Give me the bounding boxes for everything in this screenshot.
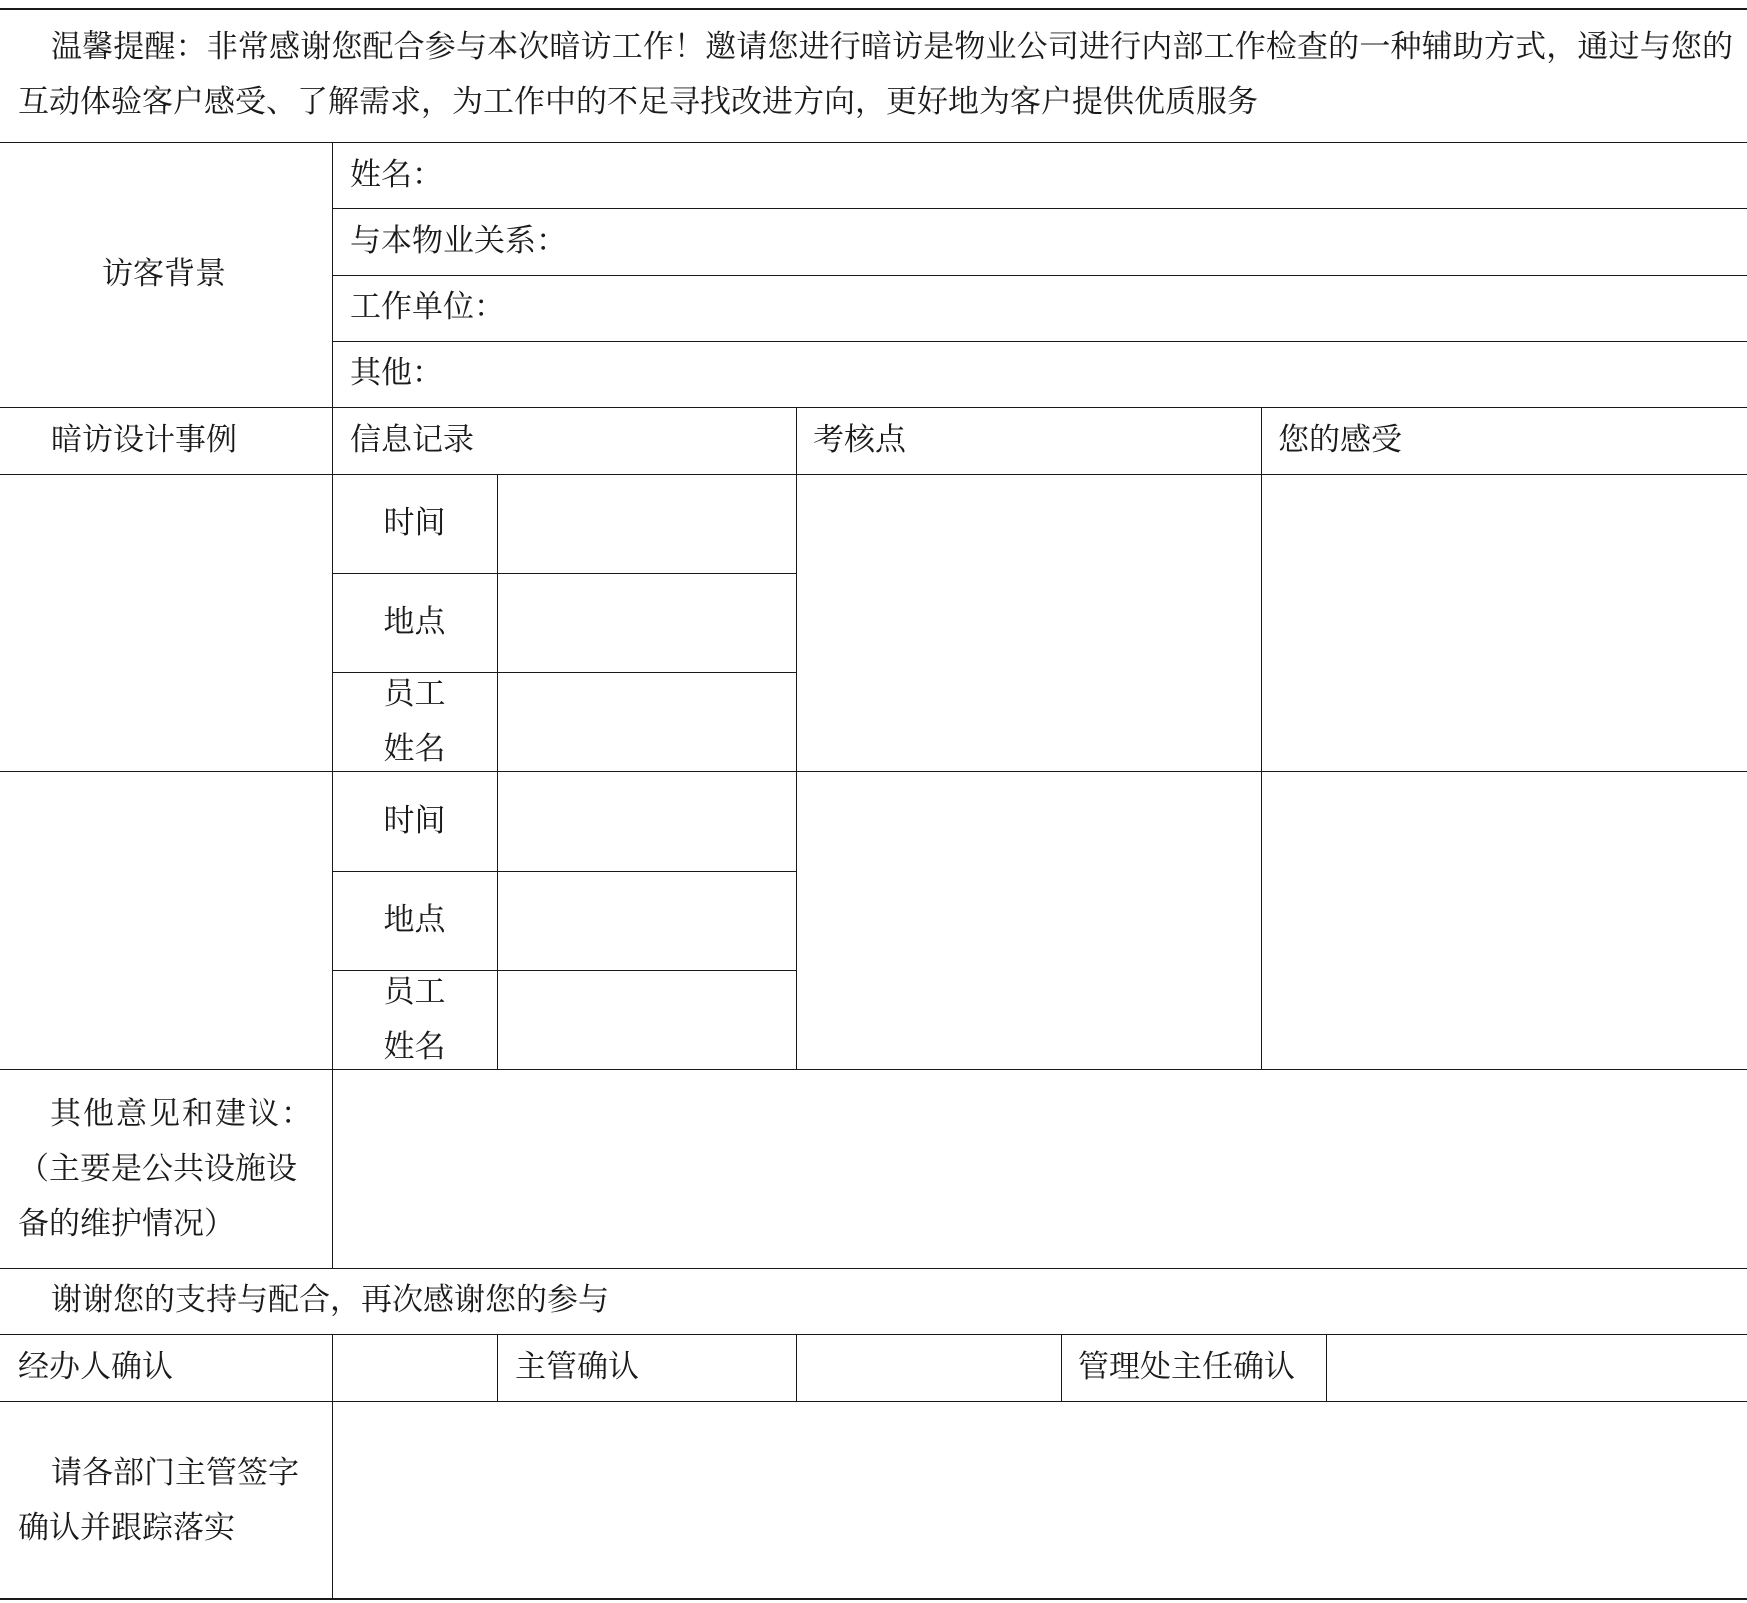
case1-place-field[interactable] xyxy=(502,577,792,669)
col-divider-confirm-4 xyxy=(1326,1334,1327,1401)
rule-case1-bottom xyxy=(0,771,1747,772)
col-divider-confirm-2 xyxy=(796,1334,797,1401)
header-feeling: 您的感受 xyxy=(1278,422,1402,458)
director-confirm-label: 管理处主任确认 xyxy=(1078,1349,1295,1385)
suggestions-field[interactable] xyxy=(337,1073,1742,1264)
signoff-label-1: 请各部门主管签字 xyxy=(51,1455,299,1491)
table-top-border xyxy=(0,8,1747,10)
case1-check-field[interactable] xyxy=(801,478,1256,768)
thanks-text: 谢谢您的支持与配合，再次感谢您的参与 xyxy=(51,1282,609,1318)
case2-staff-label-1: 员工 xyxy=(383,974,446,1010)
director-signature-field[interactable] xyxy=(1331,1338,1742,1398)
notice-text: 温馨提醒：非常感谢您配合参与本次暗访工作！邀请您进行暗访是物业公司进行内部工作检查的一种辅助方式，通过与您的互动体验客户感受、了解需求，为工作中的不足寻找改进方向，更好地为客户提供优质服务 xyxy=(18,29,1733,120)
col-divider-main-lower xyxy=(332,1334,333,1599)
case1-staff-field[interactable] xyxy=(502,676,792,768)
case2-check-field[interactable] xyxy=(801,775,1256,1065)
rule-suggestions-bottom xyxy=(0,1268,1747,1269)
case1-staff-label-1: 员工 xyxy=(383,676,446,712)
table-bottom-border xyxy=(0,1598,1747,1600)
header-check: 考核点 xyxy=(813,422,906,458)
visitor-background-label: 访客背景 xyxy=(102,256,226,292)
supervisor-confirm-label: 主管确认 xyxy=(515,1349,639,1385)
case1-description-field[interactable] xyxy=(5,478,327,768)
visitor-relation-field[interactable] xyxy=(600,211,1740,271)
case2-place-field[interactable] xyxy=(502,875,792,967)
case1-time-label: 时间 xyxy=(383,505,446,541)
case2-staff-field[interactable] xyxy=(502,974,792,1066)
handler-signature-field[interactable] xyxy=(337,1338,493,1398)
case2-time-field[interactable] xyxy=(502,775,792,867)
rule-thanks-bottom xyxy=(0,1334,1747,1335)
col-divider-confirm-1 xyxy=(497,1334,498,1401)
visitor-relation-label: 与本物业关系： xyxy=(350,223,567,259)
case2-description-field[interactable] xyxy=(5,775,327,1065)
visitor-other-field[interactable] xyxy=(600,344,1740,404)
rule-confirm-bottom xyxy=(0,1401,1747,1402)
visitor-work-label: 工作单位： xyxy=(350,289,505,325)
supervisor-signature-field[interactable] xyxy=(801,1338,1057,1398)
rule-case1-time-bottom xyxy=(332,573,797,574)
col-divider-confirm-3 xyxy=(1061,1334,1062,1401)
handler-confirm-label: 经办人确认 xyxy=(18,1349,173,1385)
case2-staff-label-2: 姓名 xyxy=(383,1029,446,1065)
visitor-name-field[interactable] xyxy=(600,145,1740,205)
header-case: 暗访设计事例 xyxy=(51,422,237,458)
visitor-other-label: 其他： xyxy=(350,355,443,391)
case1-staff-label-2: 姓名 xyxy=(383,731,446,767)
case1-place-label: 地点 xyxy=(383,604,446,640)
header-info: 信息记录 xyxy=(350,422,474,458)
rule-case2-bottom xyxy=(0,1069,1747,1070)
col-divider-info-check xyxy=(796,407,797,1070)
rule-name-bottom xyxy=(332,208,1747,209)
col-divider-info-label xyxy=(497,474,498,1070)
rule-case2-time-bottom xyxy=(332,871,797,872)
rule-relation-bottom xyxy=(332,275,1747,276)
rule-work-bottom xyxy=(332,341,1747,342)
case2-time-label: 时间 xyxy=(383,803,446,839)
visitor-name-label: 姓名： xyxy=(350,157,443,193)
visitor-work-field[interactable] xyxy=(600,278,1740,338)
suggestions-label-2: （主要是公共设施设 xyxy=(18,1151,297,1187)
suggestions-label-3: 备的维护情况） xyxy=(18,1206,235,1242)
rule-visitor-bottom xyxy=(0,407,1747,408)
rule-header-row-bottom xyxy=(0,474,1747,475)
case2-feeling-field[interactable] xyxy=(1266,775,1742,1065)
suggestions-label-1: 其他意见和建议： xyxy=(50,1096,314,1132)
signoff-label-2: 确认并跟踪落实 xyxy=(18,1510,235,1546)
department-signoff-field[interactable] xyxy=(337,1405,1742,1593)
case2-place-label: 地点 xyxy=(383,902,446,938)
col-divider-check-feeling xyxy=(1261,407,1262,1070)
rule-notice-bottom xyxy=(0,142,1747,143)
case1-feeling-field[interactable] xyxy=(1266,478,1742,768)
case1-time-field[interactable] xyxy=(502,478,792,570)
